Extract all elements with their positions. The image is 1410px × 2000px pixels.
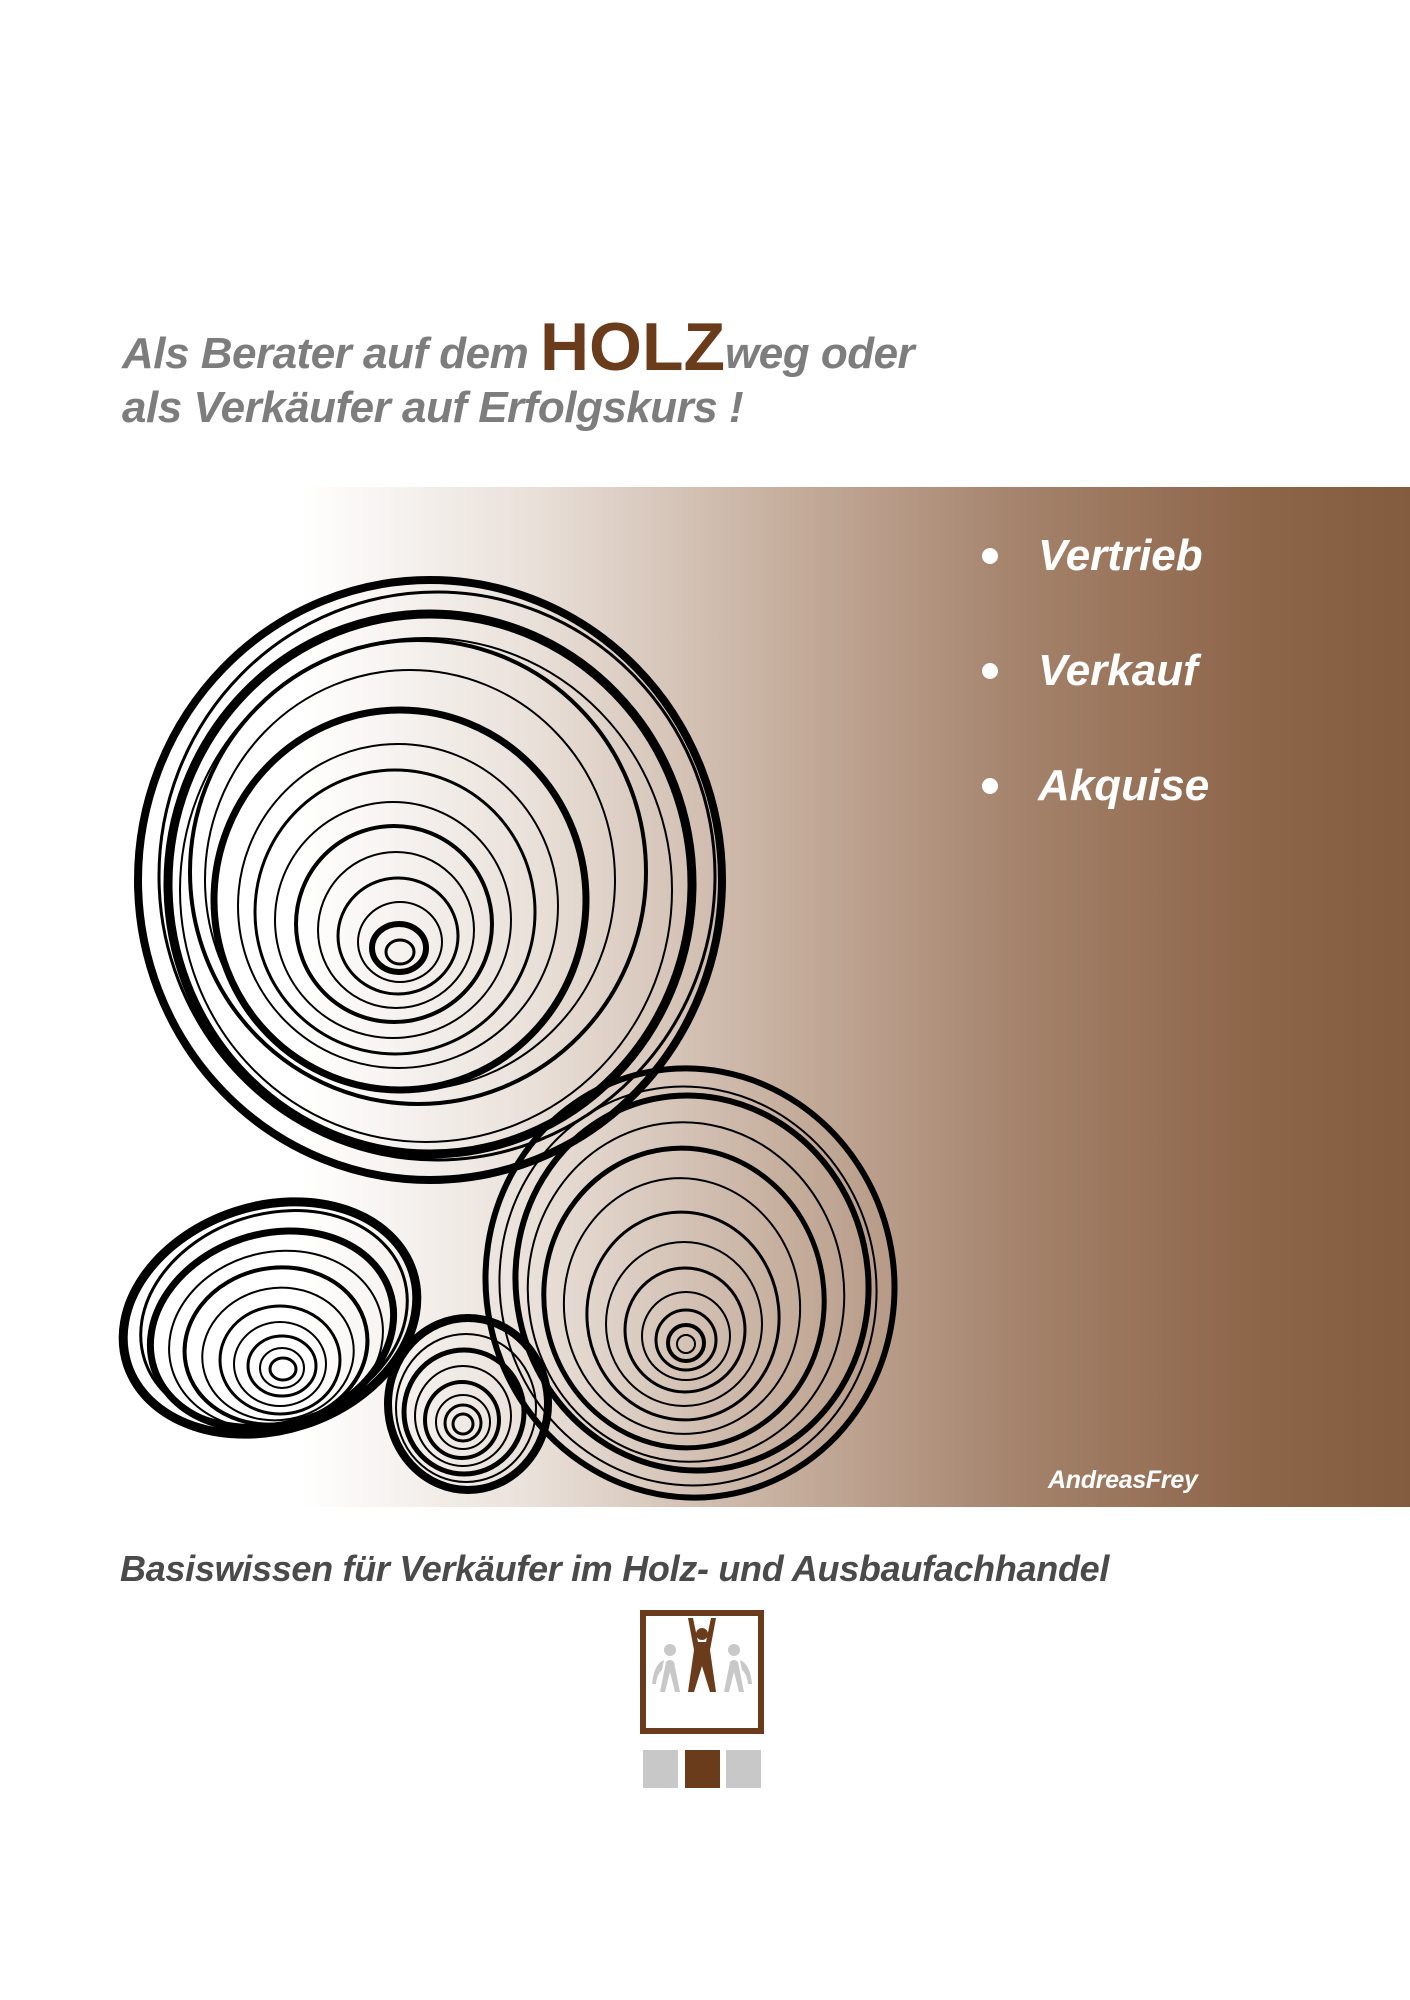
title-line-2: als Verkäufer auf Erfolgskurs ! xyxy=(122,383,744,432)
topic-label: Verkauf xyxy=(1038,646,1198,695)
tree-ring xyxy=(270,1358,296,1380)
title-line-1-end: weg oder xyxy=(725,329,915,378)
tree-ring xyxy=(168,614,692,1154)
bullet-dot-icon xyxy=(982,778,998,794)
topic-item xyxy=(982,520,1209,635)
cover-subtitle: Basiswissen für Verkäufer im Holz- und Ausbaufachhandel xyxy=(120,1548,1110,1589)
tree-ring xyxy=(275,802,511,1038)
title-line-1-start: Als Berater auf dem xyxy=(122,329,529,378)
topic-label: Vertrieb xyxy=(1038,531,1203,580)
tree-ring xyxy=(668,1325,704,1361)
author-name: AndreasFrey xyxy=(1048,1466,1198,1494)
tree-ring xyxy=(150,1228,402,1451)
topic-item xyxy=(982,635,1209,750)
tree-ring xyxy=(214,710,586,1090)
tree-ring xyxy=(338,878,458,994)
tree-ring xyxy=(677,1335,695,1353)
topic-list xyxy=(982,520,1209,865)
tree-ring xyxy=(446,1030,934,1535)
bullet-dot-icon xyxy=(982,548,998,564)
tree-ring xyxy=(577,1203,790,1430)
tree-ring xyxy=(404,1350,524,1474)
title-holz-highlight: HOLZ xyxy=(539,309,726,385)
tree-ring xyxy=(551,1166,812,1445)
bullet-dot-icon xyxy=(982,663,998,679)
tree-ring xyxy=(445,1405,481,1441)
people-logo-icon xyxy=(640,1610,764,1790)
topic-label: Akquise xyxy=(1038,761,1210,810)
tree-ring xyxy=(318,852,474,1008)
tree-ring xyxy=(386,940,414,964)
tree-ring xyxy=(453,1414,473,1434)
topic-item xyxy=(982,750,1209,865)
